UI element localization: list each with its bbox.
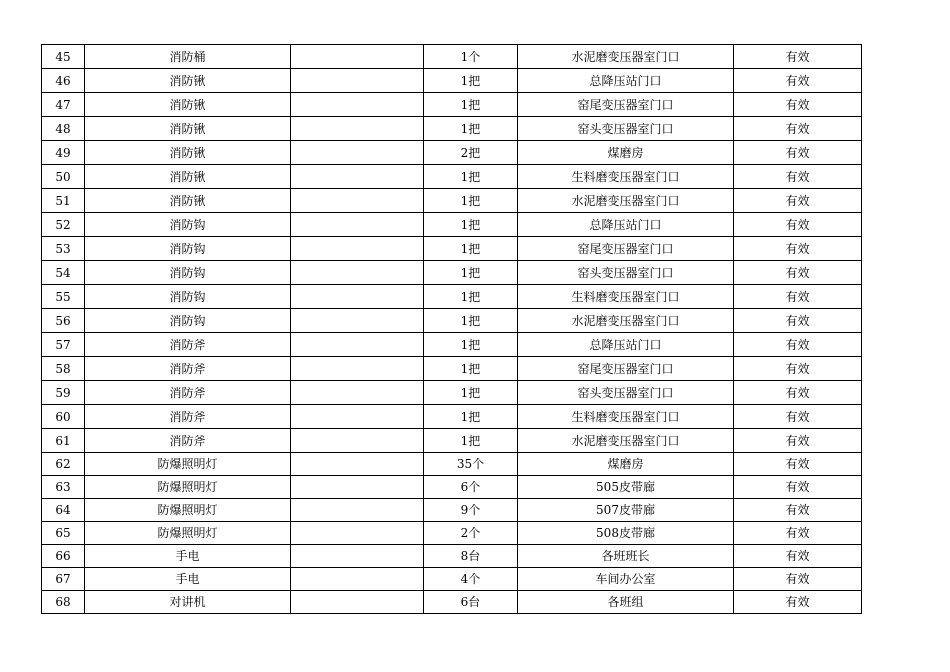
location-cell: 窑头变压器室门口 bbox=[518, 381, 734, 405]
status-cell: 有效 bbox=[734, 545, 862, 568]
item-name-cell: 消防钩 bbox=[85, 237, 291, 261]
location-cell: 水泥磨变压器室门口 bbox=[518, 429, 734, 453]
table-row bbox=[42, 453, 862, 476]
quantity-cell: 1把 bbox=[424, 357, 518, 381]
row-number-cell: 60 bbox=[42, 405, 85, 429]
item-name-cell: 消防钩 bbox=[85, 261, 291, 285]
row-number-cell: 50 bbox=[42, 165, 85, 189]
status-cell: 有效 bbox=[734, 285, 862, 309]
table-row bbox=[42, 591, 862, 614]
location-cell: 各班班长 bbox=[518, 545, 734, 568]
table-row bbox=[42, 213, 862, 237]
spec-cell bbox=[291, 237, 424, 261]
row-number-cell: 63 bbox=[42, 476, 85, 499]
location-cell: 各班组 bbox=[518, 591, 734, 614]
location-cell: 生料磨变压器室门口 bbox=[518, 285, 734, 309]
spec-cell bbox=[291, 117, 424, 141]
row-number-cell: 59 bbox=[42, 381, 85, 405]
location-cell: 生料磨变压器室门口 bbox=[518, 405, 734, 429]
item-name-cell: 手电 bbox=[85, 568, 291, 591]
location-cell: 水泥磨变压器室门口 bbox=[518, 45, 734, 69]
table-row bbox=[42, 476, 862, 499]
spec-cell bbox=[291, 165, 424, 189]
location-cell: 窑头变压器室门口 bbox=[518, 261, 734, 285]
table-row bbox=[42, 333, 862, 357]
status-cell: 有效 bbox=[734, 405, 862, 429]
item-name-cell: 消防锹 bbox=[85, 93, 291, 117]
status-cell: 有效 bbox=[734, 499, 862, 522]
quantity-cell: 6个 bbox=[424, 476, 518, 499]
location-cell: 窑尾变压器室门口 bbox=[518, 93, 734, 117]
quantity-cell: 1把 bbox=[424, 261, 518, 285]
quantity-cell: 1个 bbox=[424, 45, 518, 69]
quantity-cell: 1把 bbox=[424, 405, 518, 429]
spec-cell bbox=[291, 429, 424, 453]
item-name-cell: 对讲机 bbox=[85, 591, 291, 614]
location-cell: 505皮带廊 bbox=[518, 476, 734, 499]
row-number-cell: 64 bbox=[42, 499, 85, 522]
item-name-cell: 防爆照明灯 bbox=[85, 499, 291, 522]
quantity-cell: 9个 bbox=[424, 499, 518, 522]
location-cell: 煤磨房 bbox=[518, 141, 734, 165]
status-cell: 有效 bbox=[734, 591, 862, 614]
quantity-cell: 1把 bbox=[424, 165, 518, 189]
row-number-cell: 46 bbox=[42, 69, 85, 93]
spec-cell bbox=[291, 522, 424, 545]
status-cell: 有效 bbox=[734, 333, 862, 357]
item-name-cell: 消防锹 bbox=[85, 117, 291, 141]
spec-cell bbox=[291, 309, 424, 333]
table-row bbox=[42, 45, 862, 69]
quantity-cell: 1把 bbox=[424, 117, 518, 141]
quantity-cell: 2把 bbox=[424, 141, 518, 165]
spec-cell bbox=[291, 93, 424, 117]
equipment-table bbox=[41, 44, 862, 614]
item-name-cell: 消防斧 bbox=[85, 429, 291, 453]
row-number-cell: 45 bbox=[42, 45, 85, 69]
spec-cell bbox=[291, 285, 424, 309]
location-cell: 车间办公室 bbox=[518, 568, 734, 591]
status-cell: 有效 bbox=[734, 93, 862, 117]
quantity-cell: 1把 bbox=[424, 69, 518, 93]
status-cell: 有效 bbox=[734, 165, 862, 189]
status-cell: 有效 bbox=[734, 45, 862, 69]
status-cell: 有效 bbox=[734, 141, 862, 165]
status-cell: 有效 bbox=[734, 189, 862, 213]
status-cell: 有效 bbox=[734, 476, 862, 499]
row-number-cell: 54 bbox=[42, 261, 85, 285]
location-cell: 总降压站门口 bbox=[518, 333, 734, 357]
item-name-cell: 消防桶 bbox=[85, 45, 291, 69]
quantity-cell: 1把 bbox=[424, 93, 518, 117]
spec-cell bbox=[291, 476, 424, 499]
status-cell: 有效 bbox=[734, 381, 862, 405]
table-row bbox=[42, 141, 862, 165]
equipment-table-body bbox=[42, 45, 862, 614]
quantity-cell: 1把 bbox=[424, 381, 518, 405]
spec-cell bbox=[291, 141, 424, 165]
item-name-cell: 消防斧 bbox=[85, 333, 291, 357]
item-name-cell: 消防锹 bbox=[85, 165, 291, 189]
table-row bbox=[42, 568, 862, 591]
location-cell: 生料磨变压器室门口 bbox=[518, 165, 734, 189]
row-number-cell: 49 bbox=[42, 141, 85, 165]
row-number-cell: 51 bbox=[42, 189, 85, 213]
quantity-cell: 1把 bbox=[424, 213, 518, 237]
item-name-cell: 防爆照明灯 bbox=[85, 476, 291, 499]
spec-cell bbox=[291, 453, 424, 476]
location-cell: 507皮带廊 bbox=[518, 499, 734, 522]
table-row bbox=[42, 237, 862, 261]
table-row bbox=[42, 357, 862, 381]
spec-cell bbox=[291, 69, 424, 93]
row-number-cell: 61 bbox=[42, 429, 85, 453]
status-cell: 有效 bbox=[734, 69, 862, 93]
location-cell: 总降压站门口 bbox=[518, 69, 734, 93]
row-number-cell: 57 bbox=[42, 333, 85, 357]
quantity-cell: 4个 bbox=[424, 568, 518, 591]
spec-cell bbox=[291, 405, 424, 429]
quantity-cell: 35个 bbox=[424, 453, 518, 476]
status-cell: 有效 bbox=[734, 429, 862, 453]
quantity-cell: 6台 bbox=[424, 591, 518, 614]
location-cell: 窑尾变压器室门口 bbox=[518, 237, 734, 261]
quantity-cell: 8台 bbox=[424, 545, 518, 568]
item-name-cell: 消防钩 bbox=[85, 285, 291, 309]
table-row bbox=[42, 522, 862, 545]
location-cell: 508皮带廊 bbox=[518, 522, 734, 545]
table-row bbox=[42, 429, 862, 453]
item-name-cell: 手电 bbox=[85, 545, 291, 568]
status-cell: 有效 bbox=[734, 568, 862, 591]
location-cell: 窑头变压器室门口 bbox=[518, 117, 734, 141]
table-row bbox=[42, 93, 862, 117]
quantity-cell: 1把 bbox=[424, 285, 518, 309]
table-row bbox=[42, 285, 862, 309]
status-cell: 有效 bbox=[734, 213, 862, 237]
quantity-cell: 2个 bbox=[424, 522, 518, 545]
quantity-cell: 1把 bbox=[424, 189, 518, 213]
location-cell: 窑尾变压器室门口 bbox=[518, 357, 734, 381]
item-name-cell: 消防锹 bbox=[85, 141, 291, 165]
item-name-cell: 消防钩 bbox=[85, 309, 291, 333]
row-number-cell: 66 bbox=[42, 545, 85, 568]
row-number-cell: 55 bbox=[42, 285, 85, 309]
table-row bbox=[42, 69, 862, 93]
spec-cell bbox=[291, 499, 424, 522]
row-number-cell: 68 bbox=[42, 591, 85, 614]
row-number-cell: 56 bbox=[42, 309, 85, 333]
item-name-cell: 防爆照明灯 bbox=[85, 453, 291, 476]
table-row bbox=[42, 545, 862, 568]
table-row bbox=[42, 405, 862, 429]
spec-cell bbox=[291, 261, 424, 285]
table-row bbox=[42, 381, 862, 405]
spec-cell bbox=[291, 333, 424, 357]
table-row bbox=[42, 165, 862, 189]
status-cell: 有效 bbox=[734, 357, 862, 381]
item-name-cell: 消防斧 bbox=[85, 357, 291, 381]
row-number-cell: 65 bbox=[42, 522, 85, 545]
status-cell: 有效 bbox=[734, 237, 862, 261]
row-number-cell: 52 bbox=[42, 213, 85, 237]
row-number-cell: 47 bbox=[42, 93, 85, 117]
status-cell: 有效 bbox=[734, 309, 862, 333]
spec-cell bbox=[291, 45, 424, 69]
item-name-cell: 消防斧 bbox=[85, 381, 291, 405]
item-name-cell: 消防钩 bbox=[85, 213, 291, 237]
status-cell: 有效 bbox=[734, 453, 862, 476]
status-cell: 有效 bbox=[734, 261, 862, 285]
quantity-cell: 1把 bbox=[424, 309, 518, 333]
table-row bbox=[42, 499, 862, 522]
row-number-cell: 67 bbox=[42, 568, 85, 591]
location-cell: 煤磨房 bbox=[518, 453, 734, 476]
table-row bbox=[42, 117, 862, 141]
spec-cell bbox=[291, 545, 424, 568]
location-cell: 水泥磨变压器室门口 bbox=[518, 189, 734, 213]
row-number-cell: 53 bbox=[42, 237, 85, 261]
quantity-cell: 1把 bbox=[424, 333, 518, 357]
spec-cell bbox=[291, 568, 424, 591]
spec-cell bbox=[291, 381, 424, 405]
row-number-cell: 62 bbox=[42, 453, 85, 476]
row-number-cell: 48 bbox=[42, 117, 85, 141]
quantity-cell: 1把 bbox=[424, 237, 518, 261]
row-number-cell: 58 bbox=[42, 357, 85, 381]
spec-cell bbox=[291, 213, 424, 237]
item-name-cell: 消防锹 bbox=[85, 69, 291, 93]
location-cell: 总降压站门口 bbox=[518, 213, 734, 237]
spec-cell bbox=[291, 189, 424, 213]
table-row bbox=[42, 309, 862, 333]
spec-cell bbox=[291, 357, 424, 381]
table-row bbox=[42, 189, 862, 213]
spec-cell bbox=[291, 591, 424, 614]
item-name-cell: 消防锹 bbox=[85, 189, 291, 213]
quantity-cell: 1把 bbox=[424, 429, 518, 453]
item-name-cell: 防爆照明灯 bbox=[85, 522, 291, 545]
table-row bbox=[42, 261, 862, 285]
location-cell: 水泥磨变压器室门口 bbox=[518, 309, 734, 333]
status-cell: 有效 bbox=[734, 117, 862, 141]
status-cell: 有效 bbox=[734, 522, 862, 545]
item-name-cell: 消防斧 bbox=[85, 405, 291, 429]
